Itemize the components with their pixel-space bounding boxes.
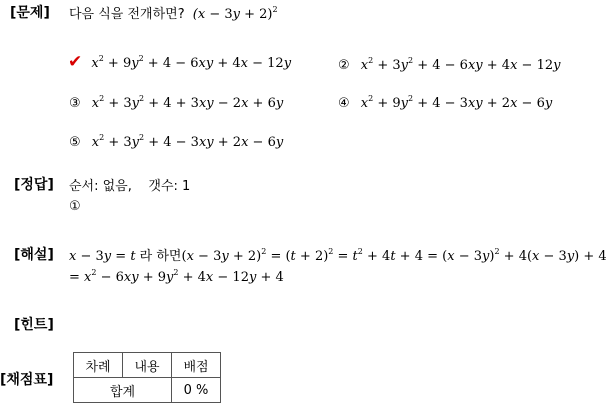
answer-line: 순서: 없음, 갯수: 1 [69, 179, 191, 194]
question-prompt: 다음 식을 전개하면? [69, 7, 185, 22]
choice-3-expr: $x^2 + 3y^2 + 4 + 3xy - 2x + 6y$ [91, 94, 284, 111]
scoring-label: [채점표] [0, 372, 54, 388]
question-expression: $(x - 3y + 2)^2$ [192, 5, 278, 22]
score-total-label: 합계 [74, 378, 172, 403]
choice-3-number: ③ [69, 96, 81, 111]
solution-expansion: $(x - 3y + 2)^2 = (t + 2)^2 = t^2 + 4t + 4 = (x - 3y)^2 + 4(x - 3y) + 4$ [181, 247, 607, 264]
choice-5-number: ⑤ [69, 135, 81, 150]
choice-2[interactable] [338, 54, 560, 73]
choice-4-expr: $x^2 + 9y^2 + 4 - 3xy + 2x - 6y$ [360, 94, 553, 111]
choice-4[interactable] [338, 92, 552, 111]
score-total-value: 0 % [172, 378, 221, 403]
check-mark-icon: ✔ [68, 52, 83, 72]
choice-4-number: ④ [338, 96, 350, 111]
solution-line-2: = $x^2 - 6xy + 9y^2 + 4x - 12y + 4$ [69, 268, 284, 285]
score-header-content: 내용 [123, 353, 172, 378]
solution-line-1 [69, 245, 607, 264]
score-table-total-row [74, 378, 221, 403]
solution-label: [해설] [14, 247, 54, 263]
score-table [73, 352, 221, 403]
solution-connector: 라 하면 [135, 249, 182, 264]
choice-3[interactable] [69, 92, 283, 111]
score-header-points: 배점 [172, 353, 221, 378]
choice-5-expr: $x^2 + 3y^2 + 4 - 3xy + 2x - 6y$ [91, 133, 284, 150]
choice-5[interactable] [69, 131, 283, 150]
score-table-header-row [74, 353, 221, 378]
answer-label: [정답] [14, 177, 54, 193]
choice-2-number: ② [338, 58, 350, 73]
answer-value: ① [69, 199, 81, 214]
choice-1-expr: $x^2 + 9y^2 + 4 - 6xy + 4x - 12y$ [91, 54, 292, 71]
score-header-order: 차례 [74, 353, 123, 378]
problem-label: [문제] [10, 5, 50, 21]
hint-label: [힌트] [14, 317, 54, 333]
choice-1[interactable] [68, 52, 291, 72]
choice-2-expr: $x^2 + 3y^2 + 4 - 6xy + 4x - 12y$ [360, 56, 561, 73]
solution-substitution: x − 3y = t [69, 249, 136, 264]
question-text [69, 3, 278, 22]
